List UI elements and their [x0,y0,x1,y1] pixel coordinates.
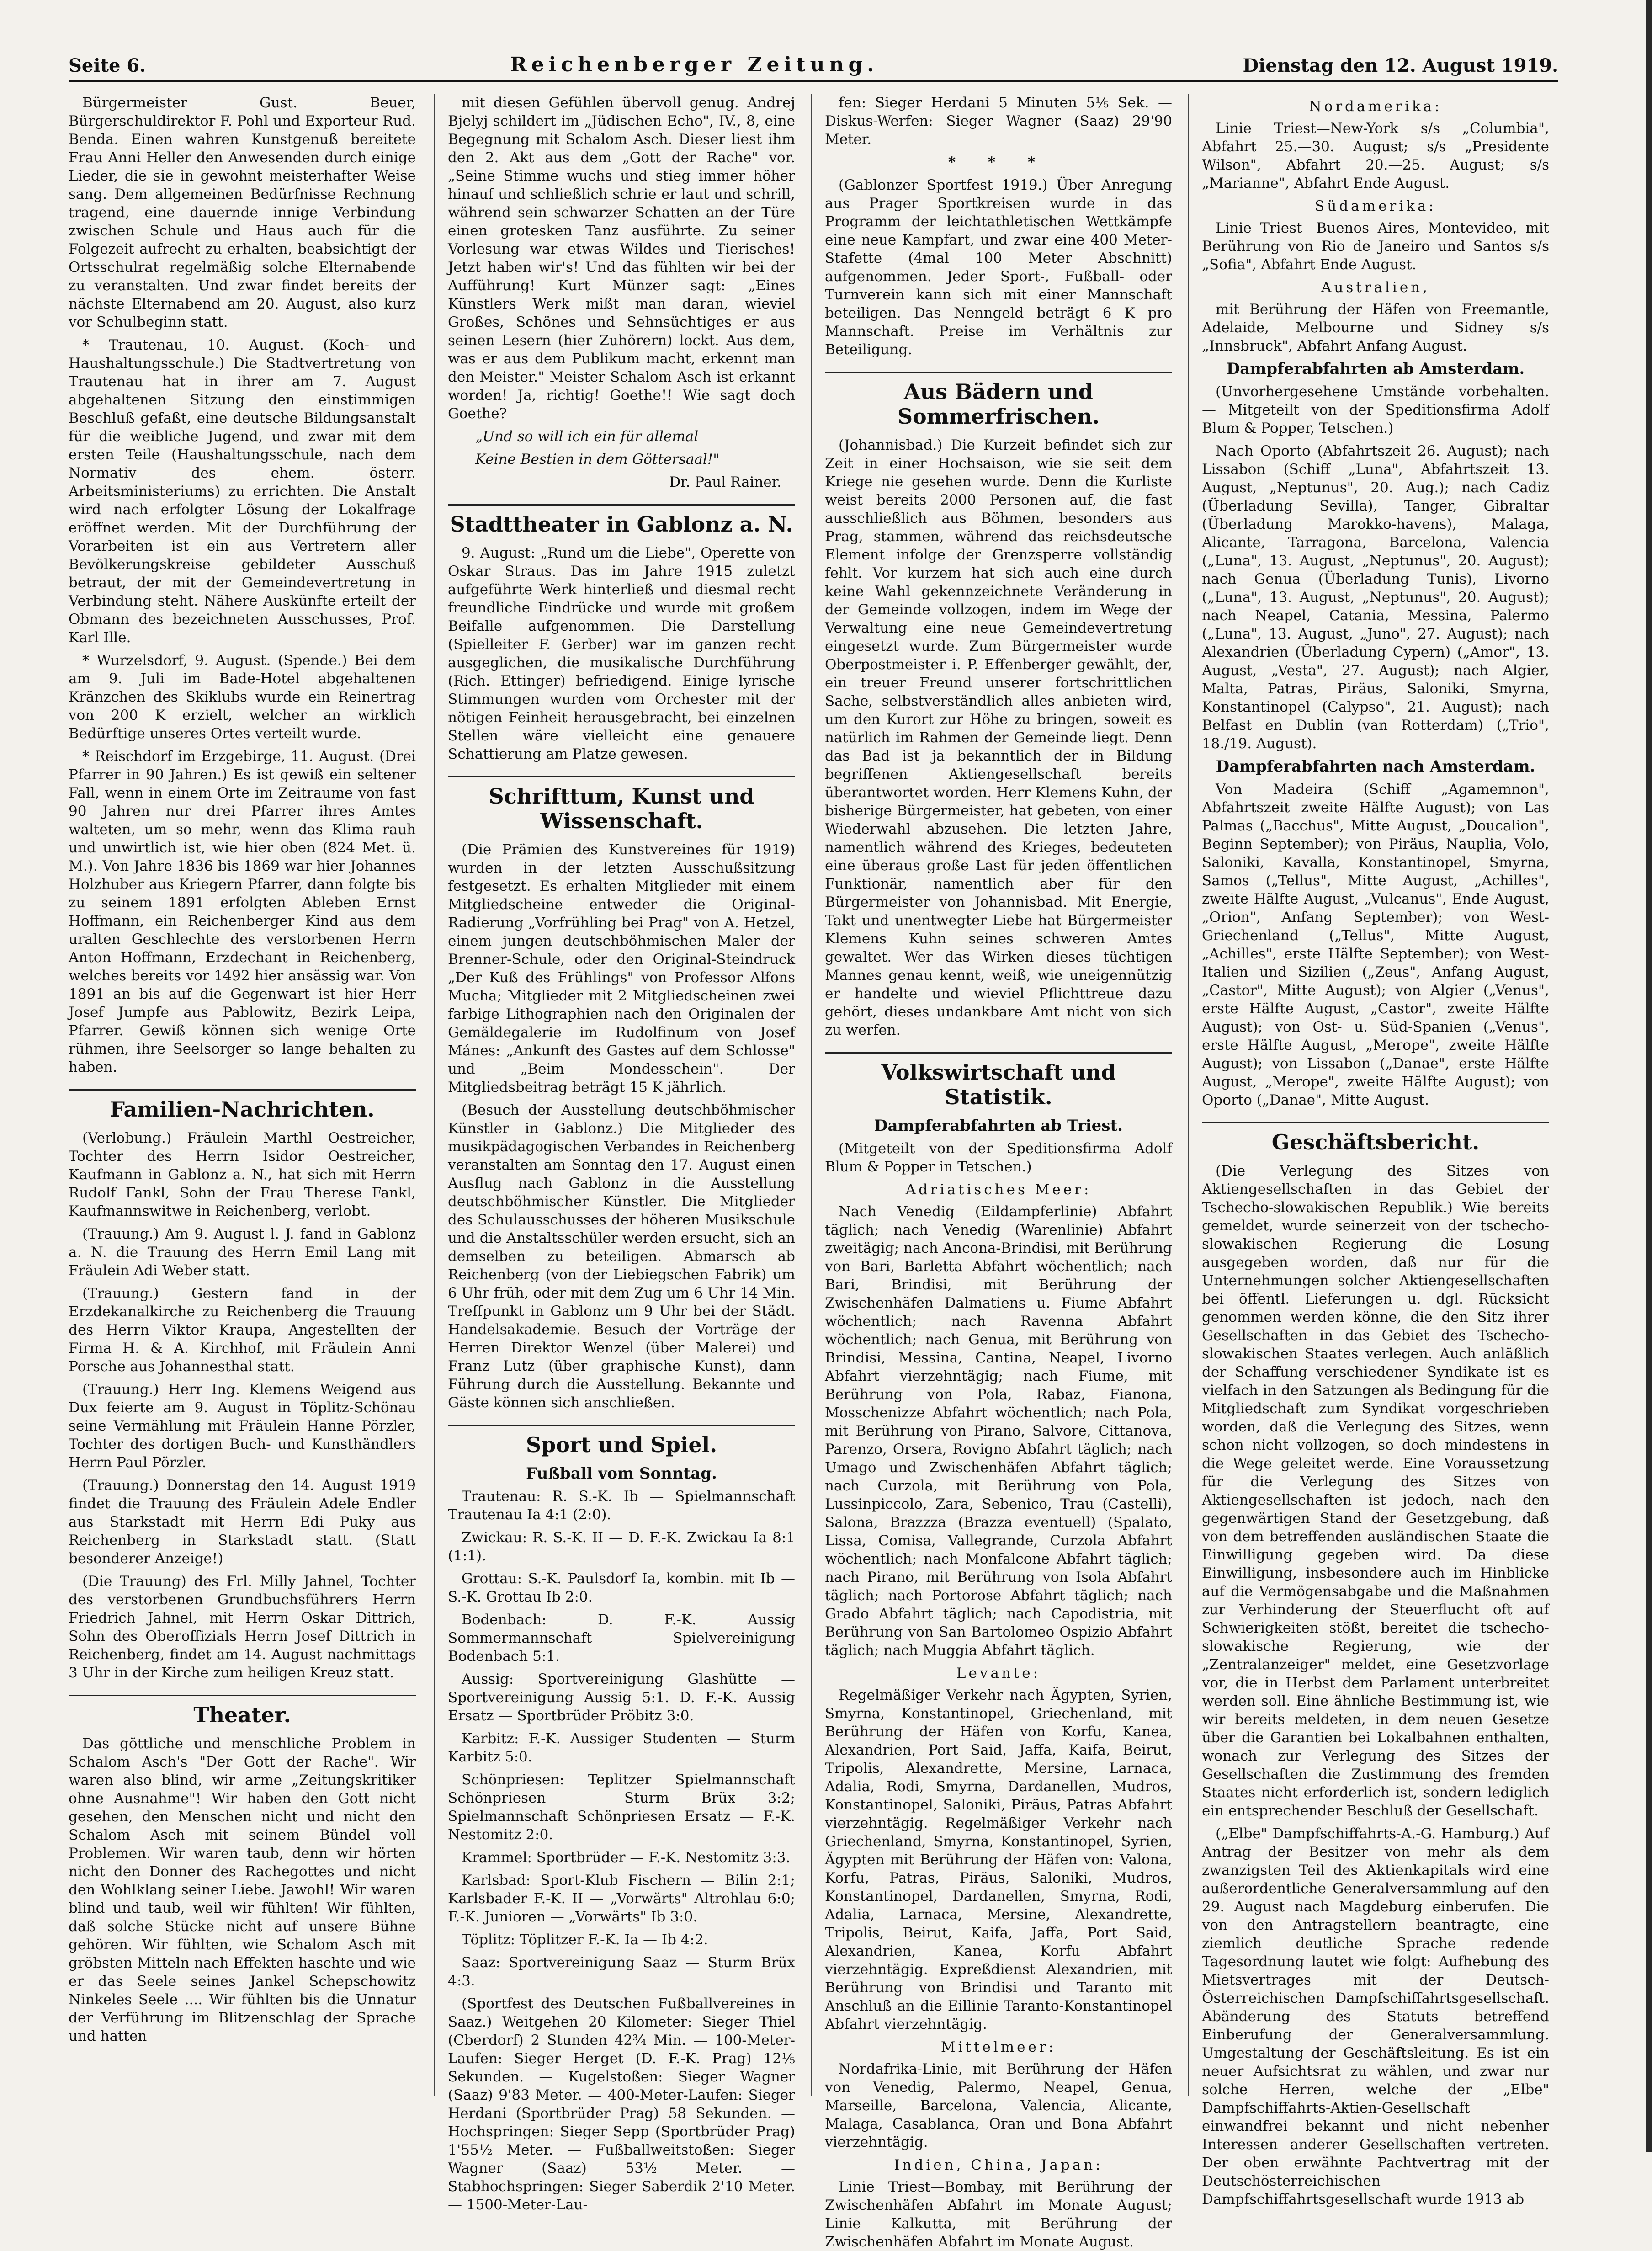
column-rule [811,94,812,2096]
scan-edge [1646,0,1652,2152]
article-paragraph: Regelmäßiger Verkehr nach Ägypten, Syrien, Smyrna, Konstantinopel, Griechenland, mit Berührung der Häfen von Korfu, Kanea, Alexandrien, Port Said, Jaffa, Kaifa, Beirut, Tripolis, Alexandrette, Mersine, Larnaca, Adalia, Rodi, Smyrna, Dardanellen, Mudros, Konstantinopel, Saloniki, Piräus, Patras Abfahrt vierzehntägig. Regelmäßiger Verkehr nach Griechenland, Smyrna, Konstantinopel, Syrien, Ägypten mit Berührung der Häfen von: Valona, Korfu, Patras, Piräus, Saloniki, Mudros, Konstantinopel, Dardanellen, Smyrna, Rodi, Adalia, Larnaca, Mersine, Alexandrette, Tripolis, Beirut, Kaifa, Jaffa, Port Said, Alexandrien, Kanea, Korfu Abfahrt vierzehntägig. Expreßdienst Alexandrien, mit Berührung von Brindisi und Taranto mit Anschluß an die Eillinie Taranto-Konstantinopel Abfahrt vierzehntägig. [825,1687,1172,2033]
result-line: Zwickau: R. S.-K. II — D. F.-K. Zwickau Ia 8:1 (1:1). [448,1529,795,1564]
newspaper-page [69,50,1558,2250]
result-line: Krammel: Sportbrüder — F.-K. Nestomitz 3:3. [462,1849,791,1866]
section-heading: Geschäftsbericht. [1202,1122,1549,1155]
article-paragraph: Bürgermeister Gust. Beuer, Bürgerschuldirektor F. Pohl und Exporteur Rud. Benda. Einen wahren Kunstgenuß bereitete Frau Anni Heller den Anwesenden durch einige Lieder, die sie in gewohnt meisterhafter Weise sang. Dem allgemeinen Bedürfnisse Rechnung tragend, eine dauernde innige Verbindung zwischen Schule und Haus auch für die Folgezeit aufrecht zu erhalten, beabsichtigt der Ortsschulrat regelmäßig solche Elternabende zu veranstalten. Und zwar findet bereits der nächste Elternabend am 20. August, also kurz vor Schulbeginn statt. [69,95,416,330]
article-paragraph: Nordafrika-Linie, mit Berührung der Häfen von Venedig, Palermo, Neapel, Genua, Marseille, Barcelona, Valencia, Alicante, Malaga, Casablanca, Oran und Bona Abfahrt vierzehntägig. [825,2061,1172,2150]
article-paragraph: 9. August: „Rund um die Liebe", Operette von Oskar Straus. Das im Jahre 1915 zuletzt aufgeführte Werk hinterließ und diesmal recht freundliche Eindrücke und wurde mit großem Beifalle aufgenommen. Die Darstellung (Spielleiter F. Gerber) war im ganzen recht ausgeglichen, die musikalische Durchführung (Rich. Ettinger) befriedigend. Einige lyrische Stimmungen wurden vom Orchester mit der nötigen Feinheit herausgebracht, bei einzelnen Stellen wäre vielleicht eine genauere Schattierung am Platze gewesen. [448,545,795,762]
article-paragraph: Von Madeira (Schiff „Agamemnon", Abfahrtszeit zweite Hälfte August); von Las Palmas („Bacchus", Mitte August, „Doucalion", Beginn September); von Piräus, Nauplia, Volo, Saloniki, Kavalla, Konstantinopel, Smyrna, Samos („Tellus", Mitte August, „Achilles", zweite Hälfte August, „Vulcanus", Ende August, „Orion", Anfang September); von West-Griechenland („Tellus", Mitte August, „Achilles", erste Hälfte September); von West-Italien und Sizilien („Zeus", Anfang August, „Castor", Mitte August); von Algier („Venus", erste Hälfte August, „Castor", zweite Hälfte August); von Ost- u. Süd-Spanien („Venus", erste Hälfte August, „Merope", zweite Hälfte August); von Lissabon („Danae", erste Hälfte August, „Merope", zweite Hälfte August); von Oporto („Danae", Mitte August. [1202,781,1549,1108]
article-paragraph: (Die Prämien des Kunstvereines für 1919) wurden in der letzten Ausschußsitzung festgesetzt. Es erhalten Mitglieder mit einem Mitgliedscheine entweder die Original-Radierung „Vorfrühling bei Prag" von A. Hetzel, einem jungen deutschböhmischen Maler der Brenner-Schule, oder den Original-Steindruck „Der Kuß des Frühlings" von Professor Alfons Mucha; Mitglieder mit 2 Mitgliedscheinen zwei farbige Lithographien nach den Originalen der Gemäldegalerie im Rudolfinum von Josef Mánes: „Ankunft des Gastes auf dem Schlosse" und „Beim Mondesschein". Der Mitgliedsbeitrag beträgt 15 K jährlich. [448,841,795,1096]
article-paragraph: mit Berührung der Häfen von Freemantle, Adelaide, Melbourne und Sidney s/s „Innsbruck", Abfahrt Anfang August. [1202,301,1549,354]
author-signature: Dr. Paul Rainer. [669,474,781,490]
section-heading: Aus Bädern und Sommerfrischen. [825,372,1172,429]
article-paragraph: (Sportfest des Deutschen Fußballvereines in Saaz.) Weitgehen 20 Kilometer: Sieger Thiel (Cberdorf) 2 Stunden 42¾ Min. — 100-Meter-Laufen: Sieger Herget (D. F.-K. Prag) 12⅕ Sekunden. — Kugelstoßen: Sieger Wagner (Saaz) 9'83 Meter. — 400-Meter-Laufen: Sieger Herdani (Sportbrüder Prag) 58 Sekunden. — Hochspringen: Sieger Sepp (Sportbrüder Prag) 1'55½ Meter. — Fußballweitstoßen: Sieger Wagner (Saaz) 53½ Meter. — Stabhochspringen: Sieger Saberdik 2'10 Meter. — 1500-Meter-Lau- [448,1996,795,2213]
column-3 [825,94,1172,2250]
article-paragraph: * Wurzelsdorf, 9. August. (Spende.) Bei dem am 9. Juli im Bade-Hotel abgehaltenen Kränzchen des Skiklubs wurde ein Reinertrag von 200 K erzielt, welcher an wirklich Bedürftige unseres Ortes verteilt wurde. [69,652,416,742]
column-4 [1202,94,1549,2208]
result-line: Aussig: Sportvereinigung Glashütte — Sportvereinigung Aussig 5:1. D. F.-K. Aussig Ersatz — Sportbrüder Pröbitz 3:0. [448,1671,795,1724]
section-heading: Schrifttum, Kunst und Wissenschaft. [448,776,795,833]
region-heading: Australien, [1321,279,1430,296]
page-number: Seite 6. [69,55,146,76]
article-paragraph: * Trautenau, 10. August. (Koch- und Haushaltungsschule.) Die Stadtvertretung von Trautenau hat in ihrer am 7. August abgehaltenen Sitzung den einstimmigen Beschluß gefaßt, eine deutsche Bildungsanstalt für die weibliche Jugend, und zwar mit dem ersten Teile (Haushaltungsschule, nach dem Normativ des ehem. österr. Arbeitsministeriums) zu errichten. Die Anstalt wird nach erfolgter Lösung der Lokalfrage eröffnet werden. Mit der Durchführung der Vorarbeiten ist ein aus Vertretern aller Bevölkerungskreise gebildeter Ausschuß betraut, der mit der Gemeindevertretung in Verbindung steht. Nähere Auskünfte erteilt der Obmann des bezeichneten Ausschusses, Prof. Karl Ille. [69,337,416,646]
article-paragraph: (Mitgeteilt von der Speditionsfirma Adolf Blum & Popper in Tetschen.) [825,1140,1172,1175]
region-heading: Südamerika: [1315,198,1436,214]
subheading: Dampferabfahrten ab Amsterdam. [1226,360,1525,378]
section-heading: Theater. [69,1695,416,1727]
result-line: Bodenbach: D. F.-K. Aussig Sommermannschaft — Spielvereinigung Bodenbach 5:1. [448,1612,795,1665]
result-line: Karbitz: F.-K. Aussiger Studenten — Sturm Karbitz 5:0. [448,1730,795,1765]
article-paragraph: Linie Triest—Bombay, mit Berührung der Zwischenhäfen Abfahrt im Monate August; Linie Kalkutta, mit Berührung der Zwischenhäfen Abfahrt im Monate August. [825,2179,1172,2250]
column-2 [448,94,795,2213]
region-heading: Adriatisches Meer: [905,1181,1092,1198]
result-line: Grottau: S.-K. Paulsdorf Ia, kombin. mit Ib — S.-K. Grottau Ib 2:0. [448,1570,795,1605]
region-heading: Indien, China, Japan: [894,2157,1103,2173]
article-paragraph: mit diesen Gefühlen übervoll genug. Andrej Bjelyj schildert im „Jüdischen Echo", IV., 8, eine Begegnung mit Schalom Asch. Dieser liest ihm den 2. Akt aus dem „Gott der Rache" vor. „Seine Stimme wuchs und stieg immer höher hinauf und schließlich schrie er laut und schrill, während sein schwarzer Schatten an der Türe einen grotesken Tanz ausführte. Zu seiner Vorlesung war etwas Wildes und Tierisches! Jetzt haben wir's! Und das fühlten wir bei der Aufführung! Kurt Münzer sagt: „Eines Künstlers Werk mißt man daran, wieviel Großes, Schönes und Sehnsüchtiges er aus seinen Lesern (hier Zuhörern) lockt. Aus dem, was er aus dem Publikum macht, erkennt man den Meister." Meister Schalom Asch ist erkannt worden! Ja, richtig! Goethe!! Wie sagt doch Goethe? [448,95,795,422]
article-paragraph: (Besuch der Ausstellung deutschböhmischer Künstler in Gablonz.) Die Mitglieder des musikpädagogischen Verbandes in Reichenberg veranstalten am Sonntag den 17. August einen Ausflug nach Gablonz in die Ausstellung deutschböhmischer Künstler. Die Mitglieder des Schulausschusses der höheren Musikschule und die Anstaltsschüler werden ersucht, sich an demselben zu beteiligen. Abmarsch ab Reichenberg (von der Liebiegschen Fabrik) um 6 Uhr früh, oder mit dem Zug um 6 Uhr 14 Min. Treffpunkt in Gablonz um 9 Uhr bei der Städt. Handelsakademie. Besuch der Vorträge der Herren Direktor Wenzel (über Malerei) und Franz Lutz (über graphische Kunst), dann Führung durch die Ausstellung. Bekannte und Gäste können sich anschließen. [448,1102,795,1411]
article-paragraph: * Reischdorf im Erzgebirge, 11. August. (Drei Pfarrer in 90 Jahren.) Es ist gewiß ein seltener Fall, wenn in einem Orte im Zeitraume von fast 90 Jahren nur drei Pfarrer ihres Amtes walteten, um so mehr, wenn das Klima rauh und unwirtlich ist, wie hier oben (824 Met. ü. M.). Von Jahre 1836 bis 1869 war hier Johannes Holzhuber aus Kriegern Pfarrer, dann folgte bis zu seinem 1891 erfolgten Ableben Ernst Hoffmann, ein Reichenberger Kind aus dem uralten Geschlechte des verstorbenen Herrn Anton Hoffmann, Erzdechant in Reichenberg, welches bereits vor 1492 hier ansässig war. Von 1891 an bis auf die Gegenwart ist hier Herr Josef Jumpfe aus Pablowitz, Bezirk Leipa, Pfarrer. Gewiß können sich wenige Orte rühmen, ihre Seelsorger so lange behalten zu haben. [69,748,416,1075]
section-heading: Familien-Nachrichten. [69,1089,416,1122]
section-heading: Sport und Spiel. [448,1425,795,1457]
article-paragraph: („Elbe" Dampfschiffahrts-A.-G. Hamburg.) Auf Antrag der Besitzer von mehr als dem zwanzigsten Teil des Aktienkapitals wird eine außerordentliche Generalversammlung auf den 29. August nach Magdeburg einberufen. Die von den Antragstellern beantragte, eine ziemlich deutliche Sprache redende Tagesordnung lautet wie folgt: Aufhebung des Mietsvertrages mit der Deutsch-Österreichischen Dampfschiffahrtsgesellschaft. Abänderung des Statuts betreffend Einberufung der Generalversammlung. Umgestaltung der Geschäftsleitung. Es ist ein neuer Aufsichtsrat zu wählen, und zwar nur solche Herren, welche der „Elbe" Dampfschiffahrts-Aktien-Gesellschaft einwandfrei bekannt und nicht nebenher Interessen anderer Gesellschaften vertreten. Der oben erwähnte Pachtvertrag mit der Deutschösterreichischen Dampfschiffahrtsgesellschaft wurde 1913 ab [1202,1825,1549,2208]
separator-stars: * * * [948,154,1049,170]
article-paragraph: Nach Oporto (Abfahrtszeit 26. August); nach Lissabon (Schiff „Luna", Abfahrtszeit 13. August, „Neptunus", 20. Aug.); nach Cadiz (Überladung Sevilla), Tanger, Gibraltar (Überladung Marokko-havens), Malaga, Alicante, Tarragona, Barcelona, Valencia („Luna", 13. August, „Neptunus", 20. August); nach Genua (Überladung Tunis), Livorno („Luna", 13. August, „Neptunus", 20. August); nach Neapel, Catania, Messina, Palermo („Luna", 13. August, „Juno", 27. August); nach Alexandrien (Überladung Cypern) („Amor", 13. August, „Vesta", 27. August); nach Algier, Malta, Patras, Piräus, Saloniki, Smyrna, Konstantinopel (Calypso", 21. August); nach Belfast en Dublin (van Rotterdam) („Trio", 18./19. August). [1202,443,1549,752]
article-paragraph: (Trauung.) Herr Ing. Klemens Weigend aus Dux feierte am 9. August in Töplitz-Schönau seine Vermählung mit Fräulein Hanne Pörzler, Tochter des dortigen Buch- und Kunsthändlers Herrn Paul Pörzler. [69,1381,416,1471]
article-paragraph: (Gablonzer Sportfest 1919.) Über Anregung aus Prager Sportkreisen wurde in das Programm der leichtathletischen Wettkämpfe eine neue Kampfart, und zwar eine 400 Meter-Stafette (4mal 100 Meter Abschnitt) aufgenommen. Jeder Sport-, Fußball- oder Turnverein kann sich mit einer Mannschaft beteiligen. Das Nenngeld beträgt 6 K pro Mannschaft. Preise im Verhältnis zur Beteiligung. [825,177,1172,358]
region-heading: Levante: [956,1665,1041,1682]
subheading: Fußball vom Sonntag. [526,1464,717,1483]
poem-line: Keine Bestien in dem Göttersaal!" [475,451,720,468]
region-heading: Nordamerika: [1309,98,1442,115]
article-paragraph: (Die Verlegung des Sitzes von Aktiengesellschaften in das Gebiet der Tschecho-slowakischen Republik.) Wie bereits gemeldet, wurde seinerzeit von der tschecho-slowakischen Regierung die Losung ausgegeben worden, daß nur für die Unternehmungen solcher Aktiengesellschaften bei öffentl. Lieferungen u. dgl. Rücksicht genommen werden könne, die den Sitz ihrer Gesellschaften in das Gebiet des Tschecho-slowakischen Staates verlegen. Auch anläßlich der Schaffung verschiedener Syndikate ist es vielfach in den Satzungen als Bedingung für die Mitgliedschaft zum Syndikat vorgeschrieben worden, daß die Verlegung des Sitzes, wenn schon nicht vollzogen, so doch mindestens in die Wege geleitet werde. Eine Voraussetzung für die Verlegung des Sitzes von Aktiengesellschaften ist jedoch, nach den gegenwärtigen Stand der Gesetzgebung, daß von dem betreffenden ausländischen Staate die Einwilligung gegeben wird. Da diese Einwilligung, insbesondere auch im Hinblicke auf die Vermögensabgabe und die Maßnahmen zur Verhinderung der Steuerflucht oft auf Schwierigkeiten stößt, bereitet die tschecho-slowakische Regierung, wie der „Zentralanzeiger" meldet, eine Gesetzvorlage vor, die in Herbst dem Parlament unterbreitet werden soll. Eine ähnliche Bestimmung ist, wie wir bereits meldeten, in dem neuen Gesetze über die Garantien bei Lokalbahnen enthalten, wonach zur Verlegung des Sitzes der Gesellschaften die Zustimmung des fremden Staates nicht erforderlich ist, sondern lediglich ein entsprechender Beschluß der Gesellschaft. [1202,1163,1549,1819]
column-rule [1188,94,1189,2096]
article-paragraph: (Trauung.) Donnerstag den 14. August 1919 findet die Trauung des Fräulein Adele Endler aus Starkstadt mit Herrn Edi Puky aus Reichenberg in Starkstadt statt. (Statt besonderer Anzeige!) [69,1477,416,1567]
article-paragraph: (Trauung.) Am 9. August l. J. fand in Gablonz a. N. die Trauung des Herrn Emil Lang mit Fräulein Adi Weber statt. [69,1226,416,1279]
section-heading: Volkswirtschaft und Statistik. [825,1052,1172,1109]
poem-line: „Und so will ich ein für allemal [475,428,699,445]
column-1 [69,94,416,2096]
article-paragraph: (Die Trauung) des Frl. Milly Jahnel, Tochter des verstorbenen Grundbuchsführers Herrn Friedrich Jahnel, mit Herrn Oskar Dittrich, Sohn des Oberoffizials Herrn Josef Dittrich in Reichenberg, findet am 14. August nachmittags 3 Uhr in der Kirche zum heiligen Kreuz statt. [69,1573,416,1681]
masthead [69,50,1558,82]
result-line: Saaz: Sportvereinigung Saaz — Sturm Brüx 4:3. [448,1954,795,1989]
region-heading: Mittelmeer: [940,2039,1057,2055]
article-paragraph: Linie Triest—Buenos Aires, Montevideo, mit Berührung von Rio de Janeiro und Santos s/s „Sofia", Abfahrt Ende August. [1202,220,1549,273]
article-paragraph: (Johannisbad.) Die Kurzeit befindet sich zur Zeit in einer Hochsaison, wie sie seit dem Kriege nie gesehen wurde. Denn die Kurliste weist bereits 2000 Personen auf, die fast ausschließlich aus Böhmen, besonders aus Prag, stammen, während das reichsdeutsche Element infolge der Grenzsperre vollständig fehlt. Vor kurzem hat sich auch eine durch keine Wahl gekennzeichnete Veränderung in der Gemeinde vollzogen, indem im Wege der Verwaltung eine neue Gemeindevertretung eingesetzt wurde. Zum Bürgermeister wurde Oberpostmeister i. P. Effenberger gewählt, der, ein treuer Freund unserer fortschrittlichen Sache, selbstverständlich alles anbieten wird, um den Kurort zur Höhe zu bringen, soweit es natürlich im Rahmen der Gemeinde liegt. Denn das Bad ist ja bekanntlich der in Bildung begriffenen Aktiengesellschaft bereits überantwortet worden. Herr Klemens Kuhn, der bisherige Bürgermeister, hat gebeten, von einer Wiederwahl abzusehen. Die letzten Jahre, namentlich während des Krieges, bedeuteten eine überaus große Last für jeden öffentlichen Funktionär, namentlich aber für den Bürgermeister von Johannisbad. Mit Energie, Takt und unentwegter Liebe hat Bürgermeister Klemens Kuhn seines schweren Amtes gewaltet. Wer das Wirken dieses tüchtigen Mannes genau kennt, weiß, wie uneigennützig er handelte und wieviel Pflichttreue dazu gehört, dieses undankbare Amt nicht von sich zu werfen. [825,437,1172,1038]
article-paragraph: (Trauung.) Gestern fand in der Erzdekanalkirche zu Reichenberg die Trauung des Herrn Viktor Kraupa, Angestellten der Firma H. & A. Kirchhof, mit Fräulein Anni Porsche aus Johannesthal statt. [69,1285,416,1375]
article-paragraph: Linie Triest—New-York s/s „Columbia", Abfahrt 25.—30. August; s/s „Presidente Wilson", Abfahrt 20.—25. August; s/s „Marianne", Abfahrt Ende August. [1202,120,1549,192]
column-rule [434,94,435,2096]
result-line: Trautenau: R. S.-K. Ib — Spielmannschaft Trautenau Ia 4:1 (2:0). [448,1488,795,1523]
result-line: Töplitz: Töplitzer F.-K. Ia — Ib 4:2. [462,1932,708,1948]
subheading: Dampferabfahrten nach Amsterdam. [1216,757,1535,776]
result-line: Schönpriesen: Teplitzer Spielmannschaft Schönpriesen — Sturm Brüx 3:2; Spielmannschaft Schönpriesen Ersatz — F.-K. Nestomitz 2:0. [448,1772,795,1843]
article-paragraph: (Verlobung.) Fräulein Marthl Oestreicher, Tochter des Herrn Isidor Oestreicher, Kaufmann in Gablonz a. N., hat sich mit Herrn Rudolf Fankl, Sohn der Frau Therese Fankl, Kaufmannswitwe in Reichenberg, verlobt. [69,1130,416,1219]
issue-date: Dienstag den 12. August 1919. [1243,55,1558,76]
result-line: Karlsbad: Sport-Klub Fischern — Bilin 2:1; Karlsbader F.-K. II — „Vorwärts" Altrohlau 6:0; F.-K. Junioren — „Vorwärts" Ib 3:0. [448,1872,795,1925]
article-paragraph: (Unvorhergesehene Umstände vorbehalten. — Mitgeteilt von der Speditionsfirma Adolf Blum & Popper, Tetschen.) [1202,383,1549,436]
article-paragraph: fen: Sieger Herdani 5 Minuten 5⅕ Sek. — Diskus-Werfen: Sieger Wagner (Saaz) 29'90 Meter. [825,95,1172,148]
article-paragraph: Nach Venedig (Eildampferlinie) Abfahrt täglich; nach Venedig (Warenlinie) Abfahrt zweitägig; nach Ancona-Brindisi, mit Berührung von Bari, Barletta Abfahrt wöchentlich; nach Bari, Brindisi, mit Berührung der Zwischenhäfen Dalmatiens u. Fiume Abfahrt wöchentlich; nach Ravenna Abfahrt wöchentlich; nach Genua, mit Berührung von Brindisi, Messina, Cantina, Neapel, Livorno Abfahrt vierzehntägig; nach Fiume, mit Berührung von Pola, Rabaz, Fianona, Mosschenizze Abfahrt wöchentlich; nach Pola, mit Berührung von Pirano, Salvore, Cittanova, Parenzo, Orsera, Rovigno Abfahrt täglich; nach Umago und Zwischenhäfen Abfahrt täglich; nach Curzola, mit Berührung von Pola, Lussinpiccolo, Zara, Sebenico, Trau (Castelli), Salona, Brazzza (Brazza eventuell) (Spalato, Lissa, Comisa, Vallegrande, Curzola Abfahrt wöchentlich; nach Monfalcone Abfahrt täglich; nach Pirano, mit Berührung von Isola Abfahrt täglich; nach Portorose Abfahrt täglich; nach Grado Abfahrt täglich; nach Capodistria, mit Berührung von San Bartolomeo Ospizio Abfahrt täglich; nach Muggia Abfahrt täglich. [825,1203,1172,1659]
subheading: Dampferabfahrten ab Triest. [874,1117,1123,1135]
section-heading: Stadttheater in Gablonz a. N. [448,504,795,537]
article-paragraph: Das göttliche und menschliche Problem in Schalom Asch's "Der Gott der Rache". Wir waren also blind, wir arme „Zeitungskritiker ohne Ausnahme"! Wir haben den Gott nicht gesehen, den Menschen nicht und nicht den Schalom Asch mit seinem Bündel voll Problemen. Wir waren taub, denn wir hörten nicht den Donner des Rachegottes und nicht den Wohlklang seiner Liebe. Jawohl! Wir waren blind und taub, weil wir fühlten! Wir fühlten, daß solche Stücke nicht auf unsere Bühne gehören. Wir fühlten, wie Schalom Asch mit gröbsten Mitteln nach Effekten haschte und wie er das Seele seines Jankel Schepschowitz Ninkeles Seele .... Wir fühlten bis die Unnatur der Verführung im Blitzenschlag der Sprache und hatten [69,1735,416,2044]
newspaper-title: Reichenberger Zeitung. [510,53,879,76]
